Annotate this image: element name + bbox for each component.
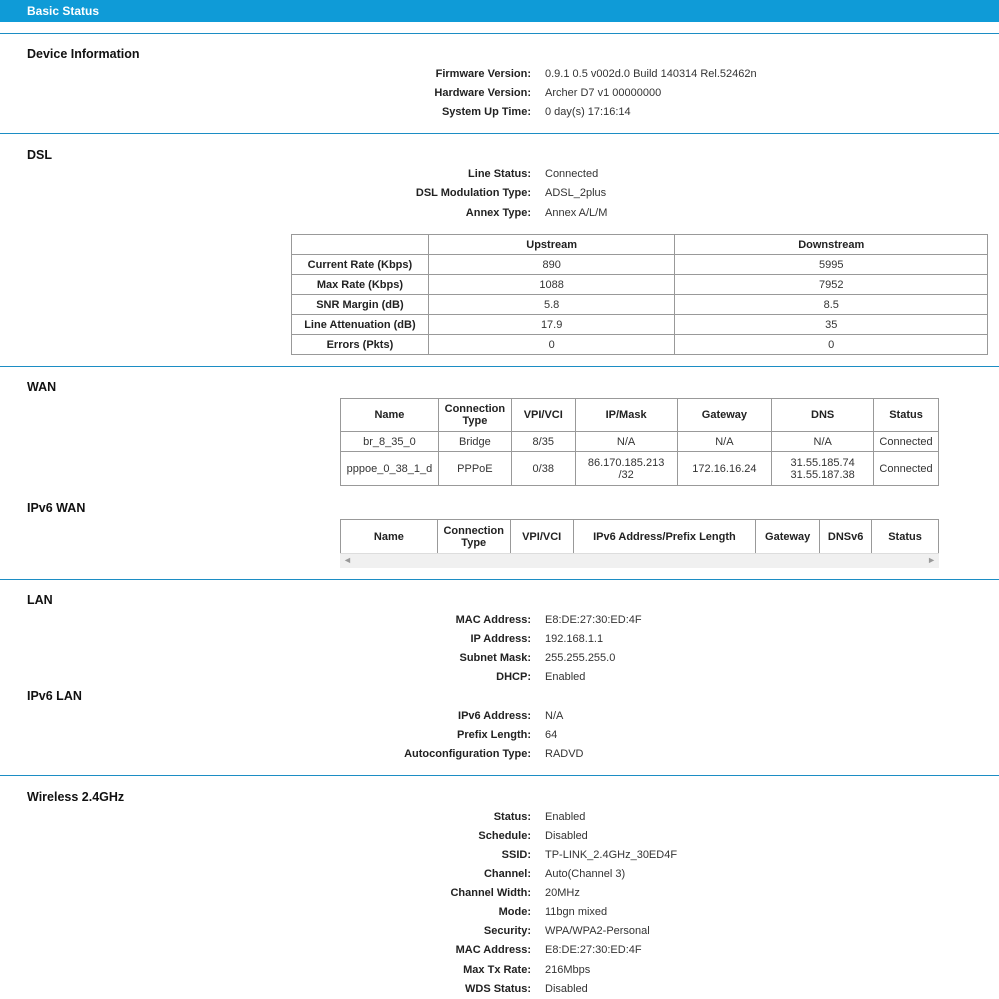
table-header-upstream: Upstream bbox=[428, 235, 675, 255]
annex-value: Annex A/L/M bbox=[545, 207, 608, 219]
annex-label: Annex Type: bbox=[465, 207, 531, 219]
divider bbox=[0, 579, 999, 580]
col-status: Status bbox=[874, 399, 939, 432]
schedule-label: Schedule: bbox=[478, 830, 531, 842]
col-vpi-vci: VPI/VCI bbox=[510, 520, 573, 554]
cell: 0/38 bbox=[511, 452, 575, 486]
cell: 1088 bbox=[428, 275, 675, 295]
max-tx-rate-label: Max Tx Rate: bbox=[463, 964, 531, 976]
lan-ip-label: IP Address: bbox=[470, 633, 531, 645]
col-ip-mask: IP/Mask bbox=[575, 399, 677, 432]
col-gateway: Gateway bbox=[756, 520, 820, 554]
cell: PPPoE bbox=[438, 452, 511, 486]
col-gateway: Gateway bbox=[677, 399, 772, 432]
cell-dns bbox=[772, 452, 874, 486]
mode-value: 11bgn mixed bbox=[545, 906, 608, 918]
wireless-mac-value: E8:DE:27:30:ED:4F bbox=[545, 944, 642, 956]
divider bbox=[0, 33, 999, 34]
max-tx-rate-value: 216Mbps bbox=[545, 964, 591, 976]
wireless-status-label: Status: bbox=[493, 811, 531, 823]
channel-value: Auto(Channel 3) bbox=[545, 868, 626, 880]
cell: 0 bbox=[428, 335, 675, 355]
table-row bbox=[292, 275, 988, 295]
ip-address: 86.170.185.213 bbox=[587, 456, 665, 469]
ipv6-wan-table bbox=[340, 519, 939, 554]
modulation-label: DSL Modulation Type: bbox=[415, 187, 531, 199]
wan-heading: WAN bbox=[27, 380, 57, 394]
lan-mac-value: E8:DE:27:30:ED:4F bbox=[545, 614, 642, 626]
line-status-value: Connected bbox=[545, 168, 599, 180]
mode-label: Mode: bbox=[498, 906, 531, 918]
prefix-length-value: 64 bbox=[545, 729, 558, 741]
col-name: Name bbox=[341, 520, 438, 554]
cell: 35 bbox=[675, 315, 988, 335]
cell: 0 bbox=[675, 335, 988, 355]
wds-status-value: Disabled bbox=[545, 983, 588, 995]
wireless-mac-label: MAC Address: bbox=[455, 944, 531, 956]
ipv6-address-label: IPv6 Address: bbox=[458, 710, 531, 722]
dhcp-label: DHCP: bbox=[496, 671, 531, 683]
divider bbox=[0, 775, 999, 776]
scroll-left-icon[interactable]: ◄ bbox=[343, 555, 352, 565]
prefix-length-label: Prefix Length: bbox=[457, 729, 531, 741]
table-header bbox=[292, 235, 429, 255]
col-dnsv6: DNSv6 bbox=[820, 520, 872, 554]
col-vpi-vci: VPI/VCI bbox=[511, 399, 575, 432]
cell: 172.16.16.24 bbox=[677, 452, 772, 486]
table-row bbox=[292, 335, 988, 355]
lan-heading: LAN bbox=[27, 593, 53, 607]
firmware-label: Firmware Version: bbox=[435, 68, 531, 80]
cell: N/A bbox=[575, 432, 677, 452]
wireless-heading: Wireless 2.4GHz bbox=[27, 790, 125, 804]
row-label: Max Rate (Kbps) bbox=[292, 275, 429, 295]
subnet-mask-value: 255.255.255.0 bbox=[545, 652, 616, 664]
dns-secondary: 31.55.187.38 bbox=[790, 468, 855, 481]
security-value: WPA/WPA2-Personal bbox=[545, 925, 650, 937]
wireless-status-value: Enabled bbox=[545, 811, 586, 823]
table-row bbox=[292, 295, 988, 315]
ipv6-lan-heading: IPv6 LAN bbox=[27, 689, 82, 703]
table-row bbox=[292, 315, 988, 335]
lan-ip-value: 192.168.1.1 bbox=[545, 633, 604, 645]
cell: N/A bbox=[677, 432, 772, 452]
row-label: Errors (Pkts) bbox=[292, 335, 429, 355]
schedule-value: Disabled bbox=[545, 830, 588, 842]
ssid-label: SSID: bbox=[501, 849, 531, 861]
divider bbox=[0, 133, 999, 134]
wds-status-label: WDS Status: bbox=[465, 983, 531, 995]
divider bbox=[0, 366, 999, 367]
col-status: Status bbox=[872, 520, 939, 554]
col-dns: DNS bbox=[772, 399, 874, 432]
row-label: Current Rate (Kbps) bbox=[292, 255, 429, 275]
cell: 8.5 bbox=[675, 295, 988, 315]
ipv6-wan-heading: IPv6 WAN bbox=[27, 501, 86, 515]
cell: 17.9 bbox=[428, 315, 675, 335]
modulation-value: ADSL_2plus bbox=[545, 187, 607, 199]
cell: N/A bbox=[772, 432, 874, 452]
cell: 8/35 bbox=[511, 432, 575, 452]
ssid-value: TP-LINK_2.4GHz_30ED4F bbox=[545, 849, 678, 861]
channel-width-value: 20MHz bbox=[545, 887, 580, 899]
cell: pppoe_0_38_1_d bbox=[341, 452, 439, 486]
scroll-right-icon[interactable]: ► bbox=[927, 555, 936, 565]
hardware-value: Archer D7 v1 00000000 bbox=[545, 87, 662, 99]
autoconf-type-value: RADVD bbox=[545, 748, 584, 760]
mask-suffix: /32 bbox=[618, 468, 634, 481]
title-bar bbox=[0, 0, 999, 22]
col-connection-type: Connection Type bbox=[437, 520, 510, 554]
ipv6-address-value: N/A bbox=[545, 710, 564, 722]
cell: 890 bbox=[428, 255, 675, 275]
dsl-heading: DSL bbox=[27, 148, 52, 162]
dsl-stats-table bbox=[291, 234, 988, 355]
cell: Bridge bbox=[438, 432, 511, 452]
cell: 5995 bbox=[675, 255, 988, 275]
firmware-value: 0.9.1 0.5 v002d.0 Build 140314 Rel.52462n bbox=[545, 68, 757, 80]
table-row bbox=[341, 452, 939, 486]
cell: Connected bbox=[874, 432, 939, 452]
row-label: Line Attenuation (dB) bbox=[292, 315, 429, 335]
table-row bbox=[292, 255, 988, 275]
dns-primary: 31.55.185.74 bbox=[790, 456, 855, 469]
horizontal-scrollbar[interactable] bbox=[340, 553, 939, 568]
col-connection-type: Connection Type bbox=[438, 399, 511, 432]
wan-table bbox=[340, 398, 939, 486]
autoconf-type-label: Autoconfiguration Type: bbox=[404, 748, 531, 760]
line-status-label: Line Status: bbox=[468, 168, 531, 180]
col-name: Name bbox=[341, 399, 439, 432]
row-label: SNR Margin (dB) bbox=[292, 295, 429, 315]
table-header-downstream: Downstream bbox=[675, 235, 988, 255]
table-row bbox=[341, 432, 939, 452]
page-title: Basic Status bbox=[27, 4, 100, 18]
hardware-label: Hardware Version: bbox=[434, 87, 531, 99]
uptime-label: System Up Time: bbox=[441, 106, 531, 118]
security-label: Security: bbox=[483, 925, 531, 937]
cell: 5.8 bbox=[428, 295, 675, 315]
cell-ip-mask bbox=[575, 452, 677, 486]
channel-width-label: Channel Width: bbox=[450, 887, 531, 899]
col-ipv6-address: IPv6 Address/Prefix Length bbox=[573, 520, 756, 554]
channel-label: Channel: bbox=[483, 868, 531, 880]
device-info-heading: Device Information bbox=[27, 47, 140, 61]
dhcp-value: Enabled bbox=[545, 671, 586, 683]
cell: 7952 bbox=[675, 275, 988, 295]
subnet-mask-label: Subnet Mask: bbox=[459, 652, 531, 664]
cell: Connected bbox=[874, 452, 939, 486]
lan-mac-label: MAC Address: bbox=[455, 614, 531, 626]
uptime-value: 0 day(s) 17:16:14 bbox=[545, 106, 631, 118]
cell: br_8_35_0 bbox=[341, 432, 439, 452]
